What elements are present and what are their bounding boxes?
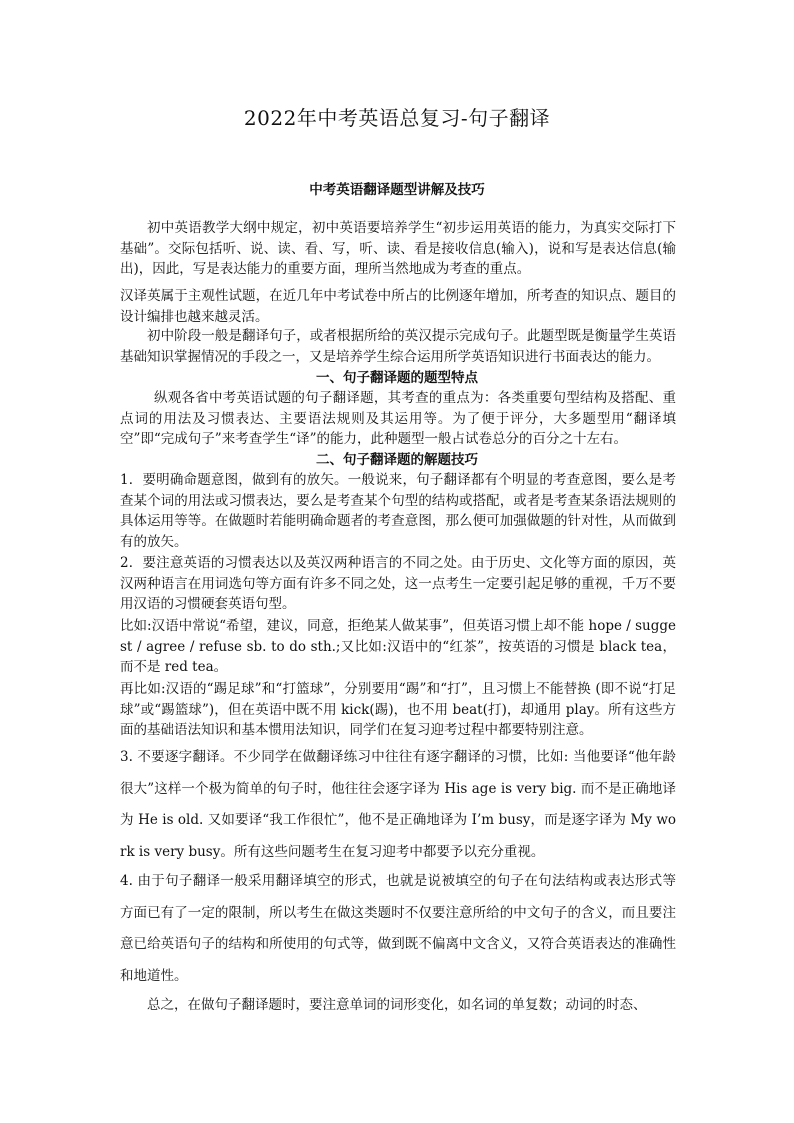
summary-paragraph: 总之，在做句子翻译题时，要注意单词的词形变化，如名词的单复数；动词的时态、 xyxy=(147,997,647,1013)
section-features-text: 纵观各省中考英语试题的句子翻译题，其考查的重点为：各类重要句型结构及搭配、重点词的用法及习惯表达、主要语法规则及其运用等。为了便于评分，大多题型用“翻译填空”即“完成句子”来考查学生“译”的能力，此种题型一般占试卷总分的百分之十左右。 xyxy=(120,390,676,447)
tip-paragraph-1: 1．要明确命题意图，做到有的放矢。一般说来，句子翻译都有个明显的考查意图，要么是考查某个词的用法或习惯表达，要么是考查某个句型的结构或搭配，或者是考查某条语法规则的具体运用等等。在做题时若能明确命题者的考查意图，那么便可加强做题的针对性，从而做到有的放矢。 xyxy=(120,472,676,550)
intro-paragraph-1: 初中英语教学大纲中规定，初中英语要培养学生“初步运用英语的能力，为真实交际打下基础”。交际包括听、说、读、看、写，听、读、看是接收信息(输入)，说和写是表达信息(输出)，因此，写是表达能力的重要方面，理所当然地成为考查的重点。 xyxy=(120,220,676,277)
tip-paragraph-2: 2．要注意英语的习惯表达以及英汉两种语言的不同之处。由于历史、文化等方面的原因，英汉两种语言在用词选句等方面有许多不同之处，这一点考生一定要引起足够的重视，千万不要用汉语的习惯硬套英语句型。 xyxy=(120,555,676,612)
example-paragraph-1: 比如:汉语中常说“希望，建议，同意，拒绝某人做某事”，但英语习惯上却不能 hope / suggest / agree / refuse sb. to do sth.;又比如:汉语中的“红茶”，按英语的习惯是 black tea，而不是 red tea。 xyxy=(120,618,676,675)
intro-paragraph-3: 初中阶段一般是翻译句子，或者根据所给的英汉提示完成句子。此题型既是衡量学生英语基础知识掌握情况的手段之一，又是培养学生综合运用所学英语知识进行书面表达的能力。 xyxy=(120,328,676,365)
section-heading-techniques: 二、句子翻译题的解题技巧 xyxy=(316,452,478,468)
tip-paragraph-4: 4. 由于句子翻译一般采用翻译填空的形式，也就是说被填空的句子在句法结构或表达形式等方面已有了一定的限制，所以考生在做这类题时不仅要注意所给的中文句子的含义，而且要注意已给英语句子的结构和所使用的句式等，做到既不偏离中文含义，又符合英语表达的准确性和地道性。 xyxy=(120,873,676,984)
tip-paragraph-3: 3. 不要逐字翻译。不少同学在做翻译练习中往往有逐字翻译的习惯，比如: 当他要译“他年龄很大”这样一个极为简单的句子时，他往往会逐字译为 His age is very big. 而不是正确地译为 He is old. 又如要译“我工作很忙”，他不是正确地译为 I’m busy，而是逐字译为 My work is very busy。所有这些问题考生在复习迎考中都要予以充分重视。 xyxy=(120,749,676,860)
section-heading-features: 一、句子翻译题的题型特点 xyxy=(316,370,478,386)
intro-paragraph-2: 汉译英属于主观性试题，在近几年中考试卷中所占的比例逐年增加，所考查的知识点、题目的设计编排也越来越灵活。 xyxy=(120,288,676,325)
example-paragraph-2: 再比如:汉语的“踢足球”和“打篮球”，分别要用“踢”和“打”，且习惯上不能替换 (即不说“打足球”或“踢篮球”)，但在英语中既不用 kick(踢)，也不用 beat(打)，却通用 play。所有这些方面的基础语法知识和基本惯用法知识，同学们在复习迎考过程中都要特别注意。 xyxy=(120,681,676,738)
document-subtitle: 中考英语翻译题型讲解及技巧 xyxy=(309,182,485,198)
document-title: 2022年中考英语总复习-句子翻译 xyxy=(243,106,551,130)
